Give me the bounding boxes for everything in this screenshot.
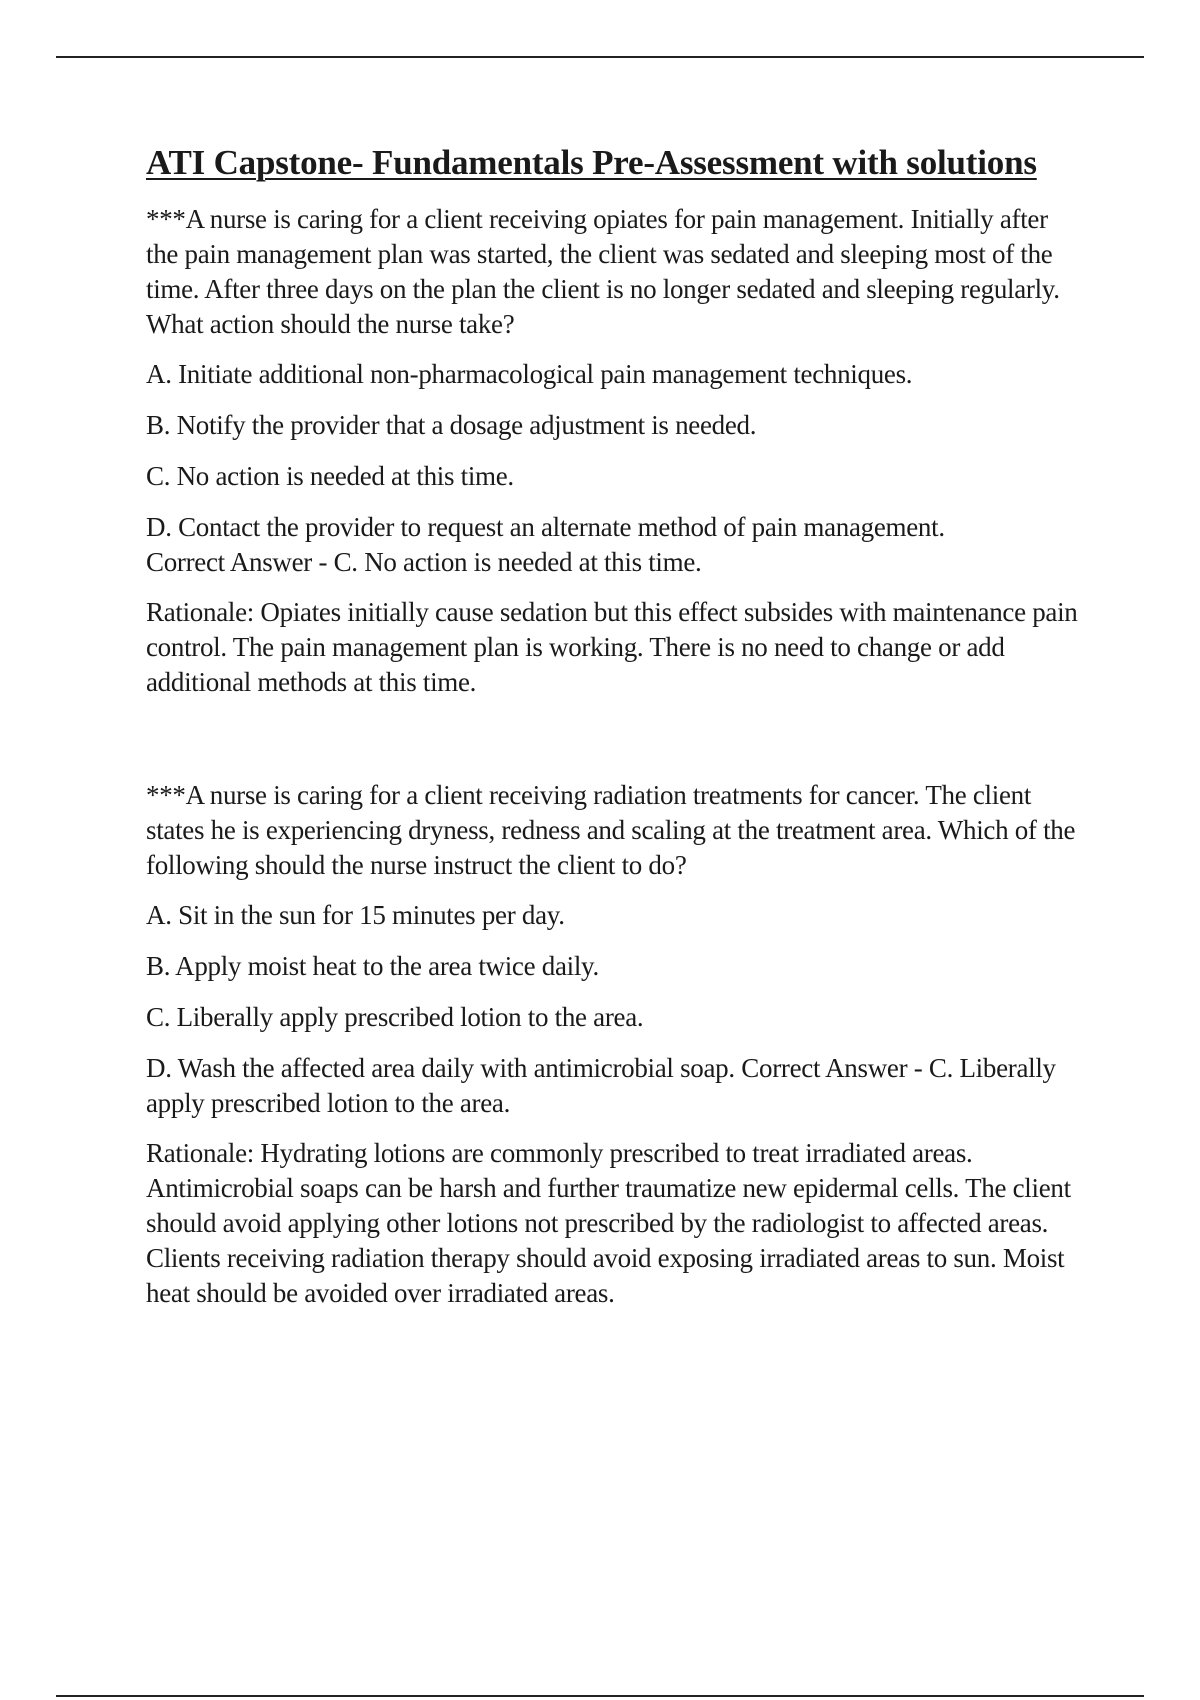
answer-option-a: A. Initiate additional non-pharmacological pain management techniques.	[146, 359, 913, 389]
rationale: Rationale: Hydrating lotions are commonly prescribed to treat irradiated areas. Antimicrobial soaps can be harsh and further traumatize new epidermal cells. The client should avoid applying other lotions not prescribed by the radiologist to affected areas. Clients receiving radiation therapy should avoid exposing irradiated areas to sun. Moist heat should be avoided over irradiated areas.	[146, 1138, 1071, 1308]
question-stem: ***A nurse is caring for a client receiving opiates for pain management. Initially after the pain management plan was started, the client was sedated and sleeping most of the time. After three days on the plan the client is no longer sedated and sleeping regularly. What action should the nurse take?	[146, 204, 1060, 339]
answer-option-c: C. Liberally apply prescribed lotion to the area.	[146, 1002, 644, 1032]
header-rule	[56, 56, 1144, 58]
answer-option-b: B. Apply moist heat to the area twice daily.	[146, 951, 599, 981]
rationale: Rationale: Opiates initially cause sedation but this effect subsides with maintenance pain control. The pain management plan is working. There is no need to change or add additional methods at this time.	[146, 597, 1078, 697]
answer-option-b: B. Notify the provider that a dosage adjustment is needed.	[146, 410, 757, 440]
question-stem: ***A nurse is caring for a client receiving radiation treatments for cancer. The client states he is experiencing dryness, redness and scaling at the treatment area. Which of the following should the nurse instruct the client to do?	[146, 780, 1076, 880]
answer-option-d: D. Wash the affected area daily with antimicrobial soap.	[146, 1053, 735, 1083]
answer-option-a: A. Sit in the sun for 15 minutes per day.	[146, 900, 565, 930]
question-2	[146, 778, 1086, 1311]
answer-option-d: D. Contact the provider to request an alternate method of pain management.	[146, 512, 945, 542]
footer-rule	[56, 1695, 1144, 1697]
answer-option-d-with-correct-answer	[146, 510, 1086, 580]
question-spacer	[146, 700, 1086, 778]
document-body	[146, 142, 1086, 1311]
document-title: ATI Capstone- Fundamentals Pre-Assessment with solutions	[146, 143, 1037, 182]
answer-option-c: C. No action is needed at this time.	[146, 461, 514, 491]
correct-answer: Correct Answer - C. Liberally apply prescribed lotion to the area.	[146, 1053, 1056, 1118]
correct-answer: Correct Answer - C. No action is needed at this time.	[146, 547, 702, 577]
answer-option-d-with-correct-answer	[146, 1051, 1086, 1121]
question-1	[146, 202, 1086, 700]
